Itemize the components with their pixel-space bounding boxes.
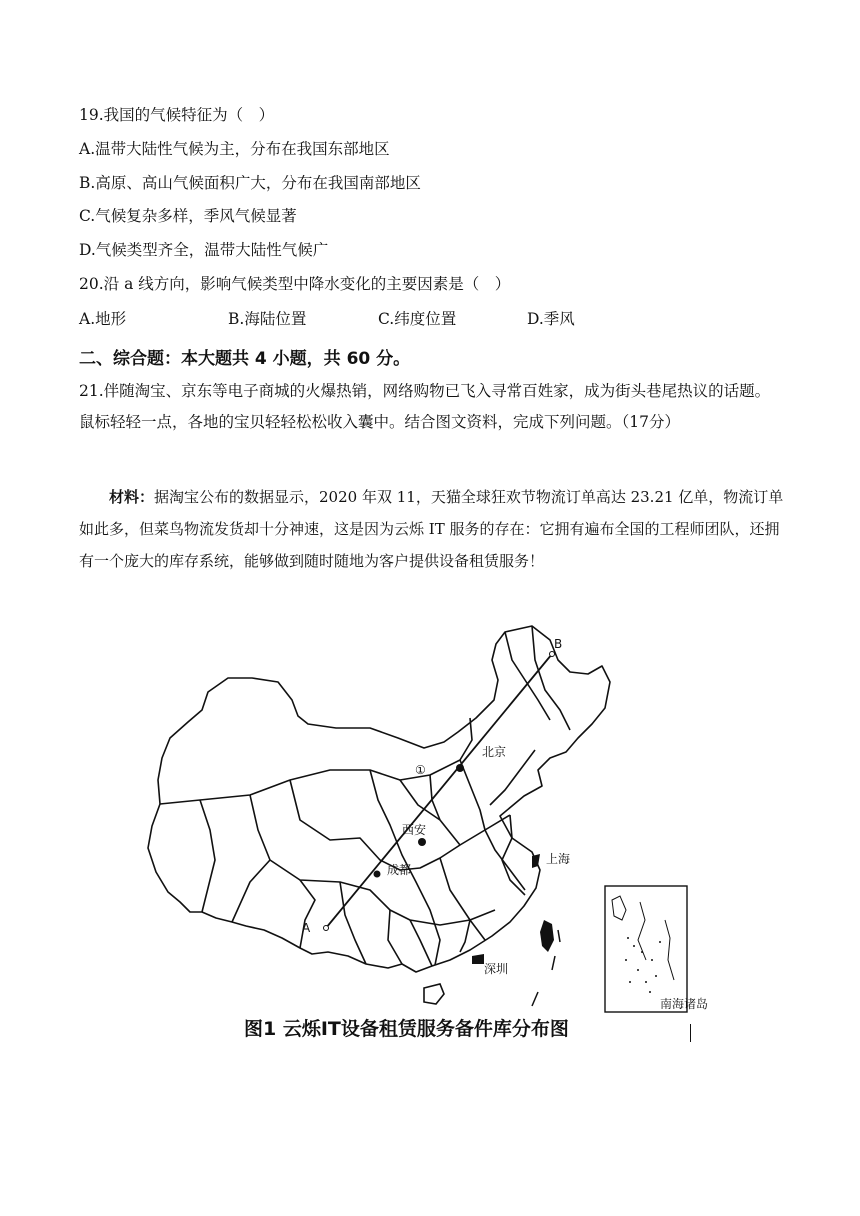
- question-21-intro: 21.伴随淘宝、京东等电子商城的火爆热销，网络购物已飞入寻常百姓家，成为街头巷尾热议的话题。鼠标轻轻一点，各地的宝贝轻轻松松收入囊中。结合图文资料，完成下列问题。（17分）: [79, 382, 771, 431]
- city-xian: 西安: [402, 823, 427, 837]
- question-19-stem: 19.我国的气候特征为（ ）: [79, 106, 275, 124]
- point-b-label: B: [554, 637, 563, 651]
- question-20-option-b: B.海陆位置: [228, 310, 307, 328]
- question-19-option-a: A.温带大陆性气候为主，分布在我国东部地区: [79, 140, 390, 158]
- material-text: 据淘宝公布的数据显示，2020 年双 11，天猫全球狂欢节物流订单高达 23.21 亿单，物流订单如此多，但菜鸟物流发货却十分神速，这是因为云烁 IT 服务的存在：它拥有遍布全国的工程师团队，还拥有一个庞大的库存系统，能够做到随时随地为客户提供设备租赁服务！: [79, 488, 784, 570]
- inset-label: 南海诸岛: [660, 997, 709, 1011]
- hainan-island: [424, 984, 444, 1004]
- question-20-option-d: D.季风: [527, 310, 575, 328]
- figure-caption: 图1 云烁IT设备租赁服务备件库分布图: [244, 1018, 569, 1040]
- china-map: [140, 620, 709, 1012]
- caption-divider: [690, 1024, 691, 1042]
- marker-1-label: ①: [415, 763, 426, 777]
- taiwan-island: [540, 920, 554, 952]
- city-chengdu: 成都: [387, 863, 412, 877]
- question-20-option-a: A.地形: [79, 310, 127, 328]
- question-20-stem: 20.沿 a 线方向，影响气候类型中降水变化的主要因素是（ ）: [79, 275, 511, 293]
- south-china-sea-inset: [605, 886, 708, 1012]
- city-beijing: 北京: [482, 745, 507, 759]
- point-a-label: A: [302, 921, 311, 935]
- question-19-option-d: D.气候类型齐全，温带大陆性气候广: [79, 241, 329, 259]
- material-paragraph: [79, 481, 784, 577]
- city-shenzhen: 深圳: [484, 962, 509, 976]
- city-shanghai: 上海: [546, 852, 571, 866]
- question-20-option-c: C.纬度位置: [378, 310, 457, 328]
- question-19-option-b: B.高原、高山气候面积广大，分布在我国南部地区: [79, 174, 421, 192]
- material-label: 材料：: [109, 488, 155, 506]
- section-title: 二、综合题：本大题共 4 小题，共 60 分。: [79, 349, 411, 369]
- line-a-b: [326, 654, 552, 928]
- question-19-option-c: C.气候复杂多样，季风气候显著: [79, 207, 297, 225]
